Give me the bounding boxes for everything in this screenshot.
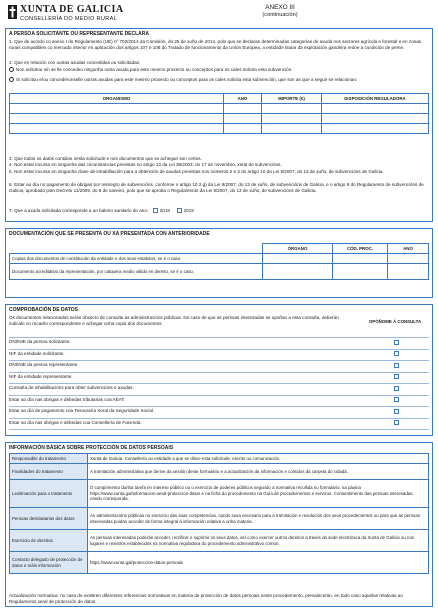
- table-row: [10, 104, 429, 114]
- annex-subtitle: (continuación): [262, 12, 298, 18]
- logo-subtitle: CONSELLERÍA DO MEDIO RURAL: [20, 16, 118, 22]
- dp-value: O cumprimento dunha tarefa en interese público ou o exercicio de poderes públicos segundo a normativa recollida no formulario, na páxina https://www.xunta.gal/informacion-xeral-proteccion-datos e na ficha do procedemento na Guía de procedementos e servizos. Consentimento das persoas interesadas, cando corresponda.: [88, 480, 429, 508]
- table-row: [10, 552, 429, 574]
- declaration-6: 6. Estar ao día no pagamento de obrigas por reintegro de subvencións, conforme o artigo 10.2.g) da Lei 9/2007, do 13 de xuño, de subvencións de Galicia, e o artigo 9 do Regulamento de subvencións de Galicia, aprobado polo Decreto 11/2009, do 8 de xaneiro, polo que se aproba o Regulamento da Lei 9/2007, do 13 de xuño, de subvencións de Galicia.: [9, 182, 424, 193]
- xunta-logo-icon: [8, 5, 17, 19]
- dp-value-link[interactable]: https://www.xunta.gal/proteccion-datos-persoais: [88, 552, 429, 574]
- section-title: COMPROBACIÓN DE DATOS: [9, 307, 78, 313]
- oppose-checkbox[interactable]: [394, 397, 399, 402]
- table-row: [10, 508, 429, 530]
- oppose-checkbox[interactable]: [394, 409, 399, 414]
- data-check-item: NIF da entidade representante.: [9, 373, 73, 379]
- oppose-checkbox[interactable]: [394, 363, 399, 368]
- row-divider: [9, 418, 429, 419]
- declaration-3: 3. Que todos os datos contidos nesta solicitude e nos documentos que se achegan son certos.: [9, 156, 202, 161]
- table-row: [10, 454, 429, 464]
- declaration-4: 4. Non estar incursa en ningunha das circunstancias previstas no artigo 13 da Lei 38/2003, do 17 de novembro, xeral de subvencións.: [9, 162, 282, 167]
- declaration-7: [9, 208, 429, 214]
- option-no-aid: [9, 67, 429, 73]
- col-organism: ORGANISMO: [10, 94, 224, 104]
- table-row: [10, 264, 429, 280]
- section-title: A PERSOA SOLICITANTE OU REPRESENTANTE DECLARA: [9, 31, 150, 37]
- data-protection-section: [5, 442, 433, 607]
- annex-heading: [250, 4, 310, 19]
- data-check-item: DNI/NIE da persoa solicitante.: [9, 339, 71, 344]
- oppose-checkbox[interactable]: [394, 351, 399, 356]
- oppose-checkbox[interactable]: [394, 386, 399, 391]
- radio-other-aid[interactable]: [9, 77, 14, 82]
- data-protection-table: [9, 453, 429, 574]
- row-divider: [9, 395, 429, 396]
- year-2019-label: 2019: [183, 208, 194, 213]
- dp-key: Persoas destinatarias dos datos: [10, 508, 88, 530]
- col-proc-code: CÓD. PROC.: [333, 244, 388, 254]
- section-title: INFORMACIÓN BÁSICA SOBRE PROTECCIÓN DE DATOS PERSOAIS: [9, 445, 174, 451]
- col-organ: ÓRGANO: [263, 244, 333, 254]
- data-check-intro: Os documentos relacionados serán obxecto de consulta ás administracións públicas. No caso de que as persoas interesadas se opoñan a esta consulta, deberán indicalo no recadro correspondente e achegar unha copia dos documentos.: [9, 315, 339, 326]
- table-row: [10, 530, 429, 552]
- dp-value: A tramitación administrativa que derive da xestión deste formulario e a actualización da información e contidos da carpeta do cidadá.: [88, 464, 429, 480]
- row-divider: [9, 429, 429, 430]
- other-aid-table: [9, 93, 429, 134]
- documentation-table: [9, 243, 429, 280]
- data-check-section: [5, 304, 433, 436]
- dp-value: As persoas interesadas poderán acceder, rectificar e suprimir os seus datos, así como exercer outros dereitos a través da sede electrónica da Xunta de Galicia ou nos lugares e rexistros establecidos na normativa reguladora do procedemento administrativo común.: [88, 530, 429, 552]
- declaration-7-text: 7. Que a axuda solicitada corresponde a un baleiro sanitario do ano:: [9, 208, 149, 213]
- section-title: DOCUMENTACIÓN QUE SE PRESENTA OU XA PRESENTADA CON ANTERIORIDADE: [9, 231, 210, 237]
- data-check-item: Estar ao día nas obrigas e débedas tributarias coa AEAT.: [9, 396, 126, 402]
- row-divider: [9, 383, 429, 384]
- data-check-item: Estar ao día nas obrigas e débedas coa Consellería de Facenda.: [9, 419, 142, 425]
- page-header: [8, 4, 430, 24]
- oppose-checkbox[interactable]: [394, 340, 399, 345]
- table-row: [10, 114, 429, 124]
- oppose-checkbox[interactable]: [394, 420, 399, 425]
- data-check-item: Estar ao día de pagamento coa Tesouraría Xeral da Seguridade Social.: [9, 408, 155, 413]
- data-check-item: DNI/NIE da persoa representante.: [9, 362, 79, 367]
- dp-key: Finalidades do tratamento: [10, 464, 88, 480]
- row-divider: [9, 337, 429, 338]
- year-2018-label: 2018: [159, 208, 170, 213]
- declaration-2: 2. Que en relación con outras axudas concedidas ou solicitadas:: [9, 60, 141, 65]
- row-divider: [9, 406, 429, 407]
- col-amount: IMPORTE (€): [262, 94, 322, 104]
- dp-key: Contacto delegado de protección de datos e máis información: [10, 552, 88, 574]
- dp-footer-note: Actualización normativa: no caso de existiren diferentes referencias normativas en materia de protección de datos persoais neste procedemento, prevalecerán, en todo caso aquelas relativas ao Regulamento xeral de protección de datos.: [9, 593, 403, 604]
- dp-value: Xunta de Galicia. Consellería ou entidade a que se dirixe esta solicitude, escrito ou comunicación.: [88, 454, 429, 464]
- radio-no-aid[interactable]: [9, 67, 14, 72]
- doc-row-label: Documento acreditativo da representación, por calquera medio válido en dereito, se é o caso.: [10, 264, 263, 280]
- table-row: [10, 254, 429, 264]
- dp-value: As administracións públicas no exercicio das súas competencias, cando sexa necesario para a tramitación e resolución dos seus procedementos ou para que as persoas interesadas poidan acceder de forma integral á información relativa a unha materia.: [88, 508, 429, 530]
- row-divider: [9, 349, 429, 350]
- declaration-5: 5. Non estar incursa en ningunha clase de inhabilitación para a obtención de axudas previstas nos números 2 e 3 do artigo 10 da Lei 9/2007, do 13 de xuño, de subvencións de Galicia.: [9, 169, 384, 174]
- table-row: [10, 480, 429, 508]
- checkbox-2018[interactable]: [153, 208, 158, 213]
- col-doc-year: ANO: [388, 244, 429, 254]
- col-year: ANO: [224, 94, 262, 104]
- option-other-aid-label: Si solicitou e/ou concedéronselle outras axudas para este mesmo proxecto ou conceptos para os cales solicita esta subvención, que son as que a seguir se relacionan:: [16, 77, 358, 82]
- doc-row-label: Copias dos documentos de constitución da entidade e dos seus estatutos, se é o caso.: [10, 254, 263, 264]
- oppose-header: OPÓÑOME Á CONSULTA: [368, 319, 422, 324]
- xunta-logo: [8, 5, 123, 23]
- row-divider: [9, 360, 429, 361]
- row-divider: [9, 372, 429, 373]
- logo-title: XUNTA DE GALICIA: [20, 4, 124, 15]
- documentation-section: [5, 228, 433, 298]
- table-row: [10, 464, 429, 480]
- data-check-item: NIF da entidade solicitante.: [9, 350, 65, 356]
- dp-key: Exercicio de dereitos: [10, 530, 88, 552]
- option-no-aid-label: Non solicitou nin se lle concedeu ningunha outra axuda para este mesmo proxecto ou conceptos para os cales solicita esta subvención.: [16, 67, 293, 72]
- checkbox-2019[interactable]: [177, 208, 182, 213]
- dp-key: Responsable do tratamento: [10, 454, 88, 464]
- data-check-item: Consulta de inhabilitacións para obter subvencións e axudas.: [9, 385, 134, 390]
- col-regulation: DISPOSICIÓN REGULADORA: [322, 94, 429, 104]
- annex-title: ANEXO III: [265, 4, 295, 11]
- declaration-section: [5, 28, 433, 222]
- declaration-1: 1. Que de acordo co anexo I do Regulamento (UE) nº 702/2014 da Comisión, do 25 de xuño de 2014, polo que se declaran determinadas categorías de axuda nos sectores agrícola e forestal e en zonas rurais compatibles co mercado interior en aplicación dos artigos 107 e 108 do Tratado de funcionamento da Unión Europea, a entidade titular da explotación gandeira reúne a condición de peme.: [9, 39, 422, 50]
- option-other-aid: [9, 77, 429, 83]
- dp-key: Lexitimación para o tratamento: [10, 480, 88, 508]
- oppose-checkbox[interactable]: [394, 374, 399, 379]
- table-row: [10, 124, 429, 134]
